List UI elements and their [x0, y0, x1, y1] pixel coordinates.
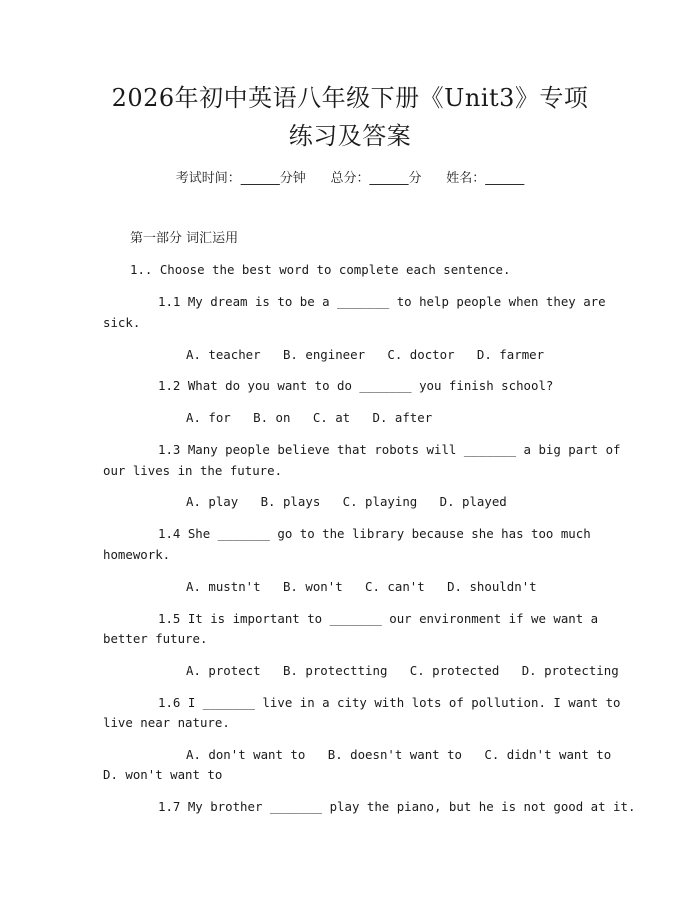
question-1-6-line-2: live near nature.: [103, 715, 230, 730]
question-1-4-line-2: homework.: [103, 547, 171, 562]
question-1-5-line-1: 1.5 It is important to _______ our environment if we want a: [158, 611, 599, 626]
question-1-1-line-1: 1.1 My dream is to be a _______ to help people when they are: [158, 294, 606, 309]
question-1-6-line-1: 1.6 I _______ live in a city with lots of pollution. I want to: [158, 695, 621, 710]
question-1-1-line-2: sick.: [103, 315, 141, 330]
question-1-2-options: A. for B. on C. at D. after: [186, 410, 433, 425]
document-title-line-1: 2026年初中英语八年级下册《Unit3》专项: [111, 84, 589, 112]
section-title: 第一部分 词汇运用: [130, 231, 239, 246]
question-1-6-options: A. don't want to B. doesn't want to C. didn't want to: [186, 747, 612, 762]
exam-meta-line: 考试时间：______分钟 总分：______分 姓名：______: [175, 171, 525, 186]
question-1-4-line-1: 1.4 She _______ go to the library because she has too much: [158, 526, 591, 541]
question-1-3-options: A. play B. plays C. playing D. played: [186, 494, 507, 509]
question-1-6-options-line-2: D. won't want to: [103, 767, 223, 782]
document-title-line-2: 练习及答案: [288, 122, 412, 150]
question-1-7-line-1: 1.7 My brother _______ play the piano, but he is not good at it.: [158, 799, 636, 814]
question-1-3-line-1: 1.3 Many people believe that robots will _______ a big part of: [158, 442, 621, 457]
question-1-5-line-2: better future.: [103, 631, 208, 646]
question-1-1-options: A. teacher B. engineer C. doctor D. farmer: [186, 347, 545, 362]
instruction-text: 1.. Choose the best word to complete each sentence.: [130, 262, 511, 277]
question-1-5-options: A. protect B. protectting C. protected D. protecting: [186, 663, 619, 678]
question-1-3-line-2: our lives in the future.: [103, 463, 283, 478]
question-1-2-line-1: 1.2 What do you want to do _______ you finish school?: [158, 378, 554, 393]
question-1-4-options: A. mustn't B. won't C. can't D. shouldn't: [186, 579, 537, 594]
